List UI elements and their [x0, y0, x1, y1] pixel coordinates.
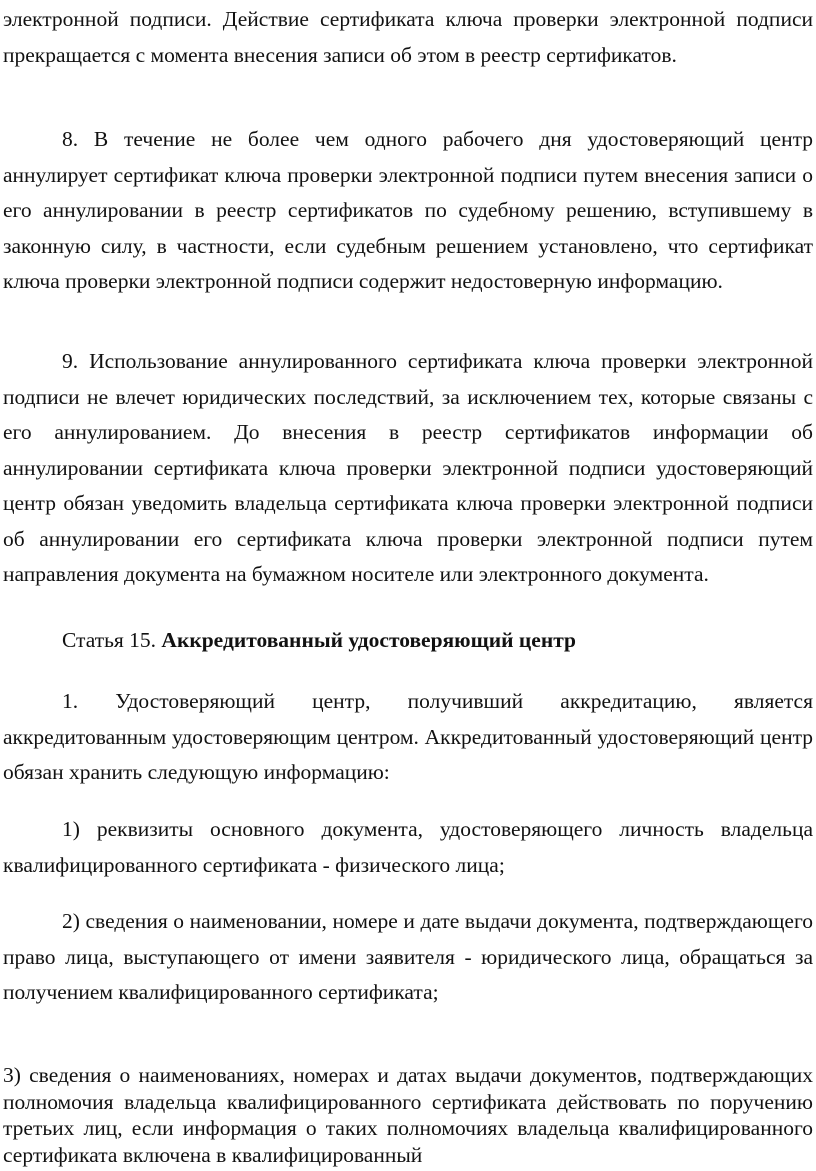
- article-title: Аккредитованный удостоверяющий центр: [161, 628, 577, 652]
- paragraph-item-9: 9. Использование аннулированного сертификата ключа проверки электронной подписи не влечет юридических последствий, за исключением тех, которые связаны с его аннулированием. До внесения в реестр сертификатов информации об аннулировании сертификата ключа проверки электронной подписи удостоверяющий центр обязан уведомить владельца сертификата ключа проверки электронной подписи об аннулировании его сертификата ключа проверки электронной подписи путем направления документа на бумажном носителе или электронного документа.: [3, 349, 813, 586]
- list-item-3: 3) сведения о наименованиях, номерах и датах выдачи документов, подтверждающих полномочия владельца квалифицированного сертификата действовать по поручению третьих лиц, если информация о таких полномочиях владельца квалифицированного сертификата включена в квалифицированный: [3, 1063, 813, 1167]
- paragraph-item-8: 8. В течение не более чем одного рабочего дня удостоверяющий центр аннулирует сертификат ключа проверки электронной подписи путем внесения записи о его аннулировании в реестр сертификатов по судебному решению, вступившему в законную силу, в частности, если судебным решением установлено, что сертификат ключа проверки электронной подписи содержит недостоверную информацию.: [3, 127, 813, 293]
- article-number: Статья 15.: [62, 628, 162, 652]
- paragraph-continuation: электронной подписи. Действие сертификата ключа проверки электронной подписи прекращается с момента внесения записи об этом в реестр сертификатов.: [3, 7, 813, 67]
- list-item-2: 2) сведения о наименовании, номере и дате выдачи документа, подтверждающего право лица, выступающего от имени заявителя - юридического лица, обращаться за получением квалифицированного сертификата;: [3, 909, 813, 1004]
- article-heading: [62, 623, 576, 659]
- article-paragraph-1: 1. Удостоверяющий центр, получивший аккредитацию, является аккредитованным удостоверяющим центром. Аккредитованный удостоверяющий центр обязан хранить следующую информацию:: [3, 689, 813, 784]
- list-item-1: 1) реквизиты основного документа, удостоверяющего личность владельца квалифицированного сертификата - физического лица;: [3, 817, 813, 877]
